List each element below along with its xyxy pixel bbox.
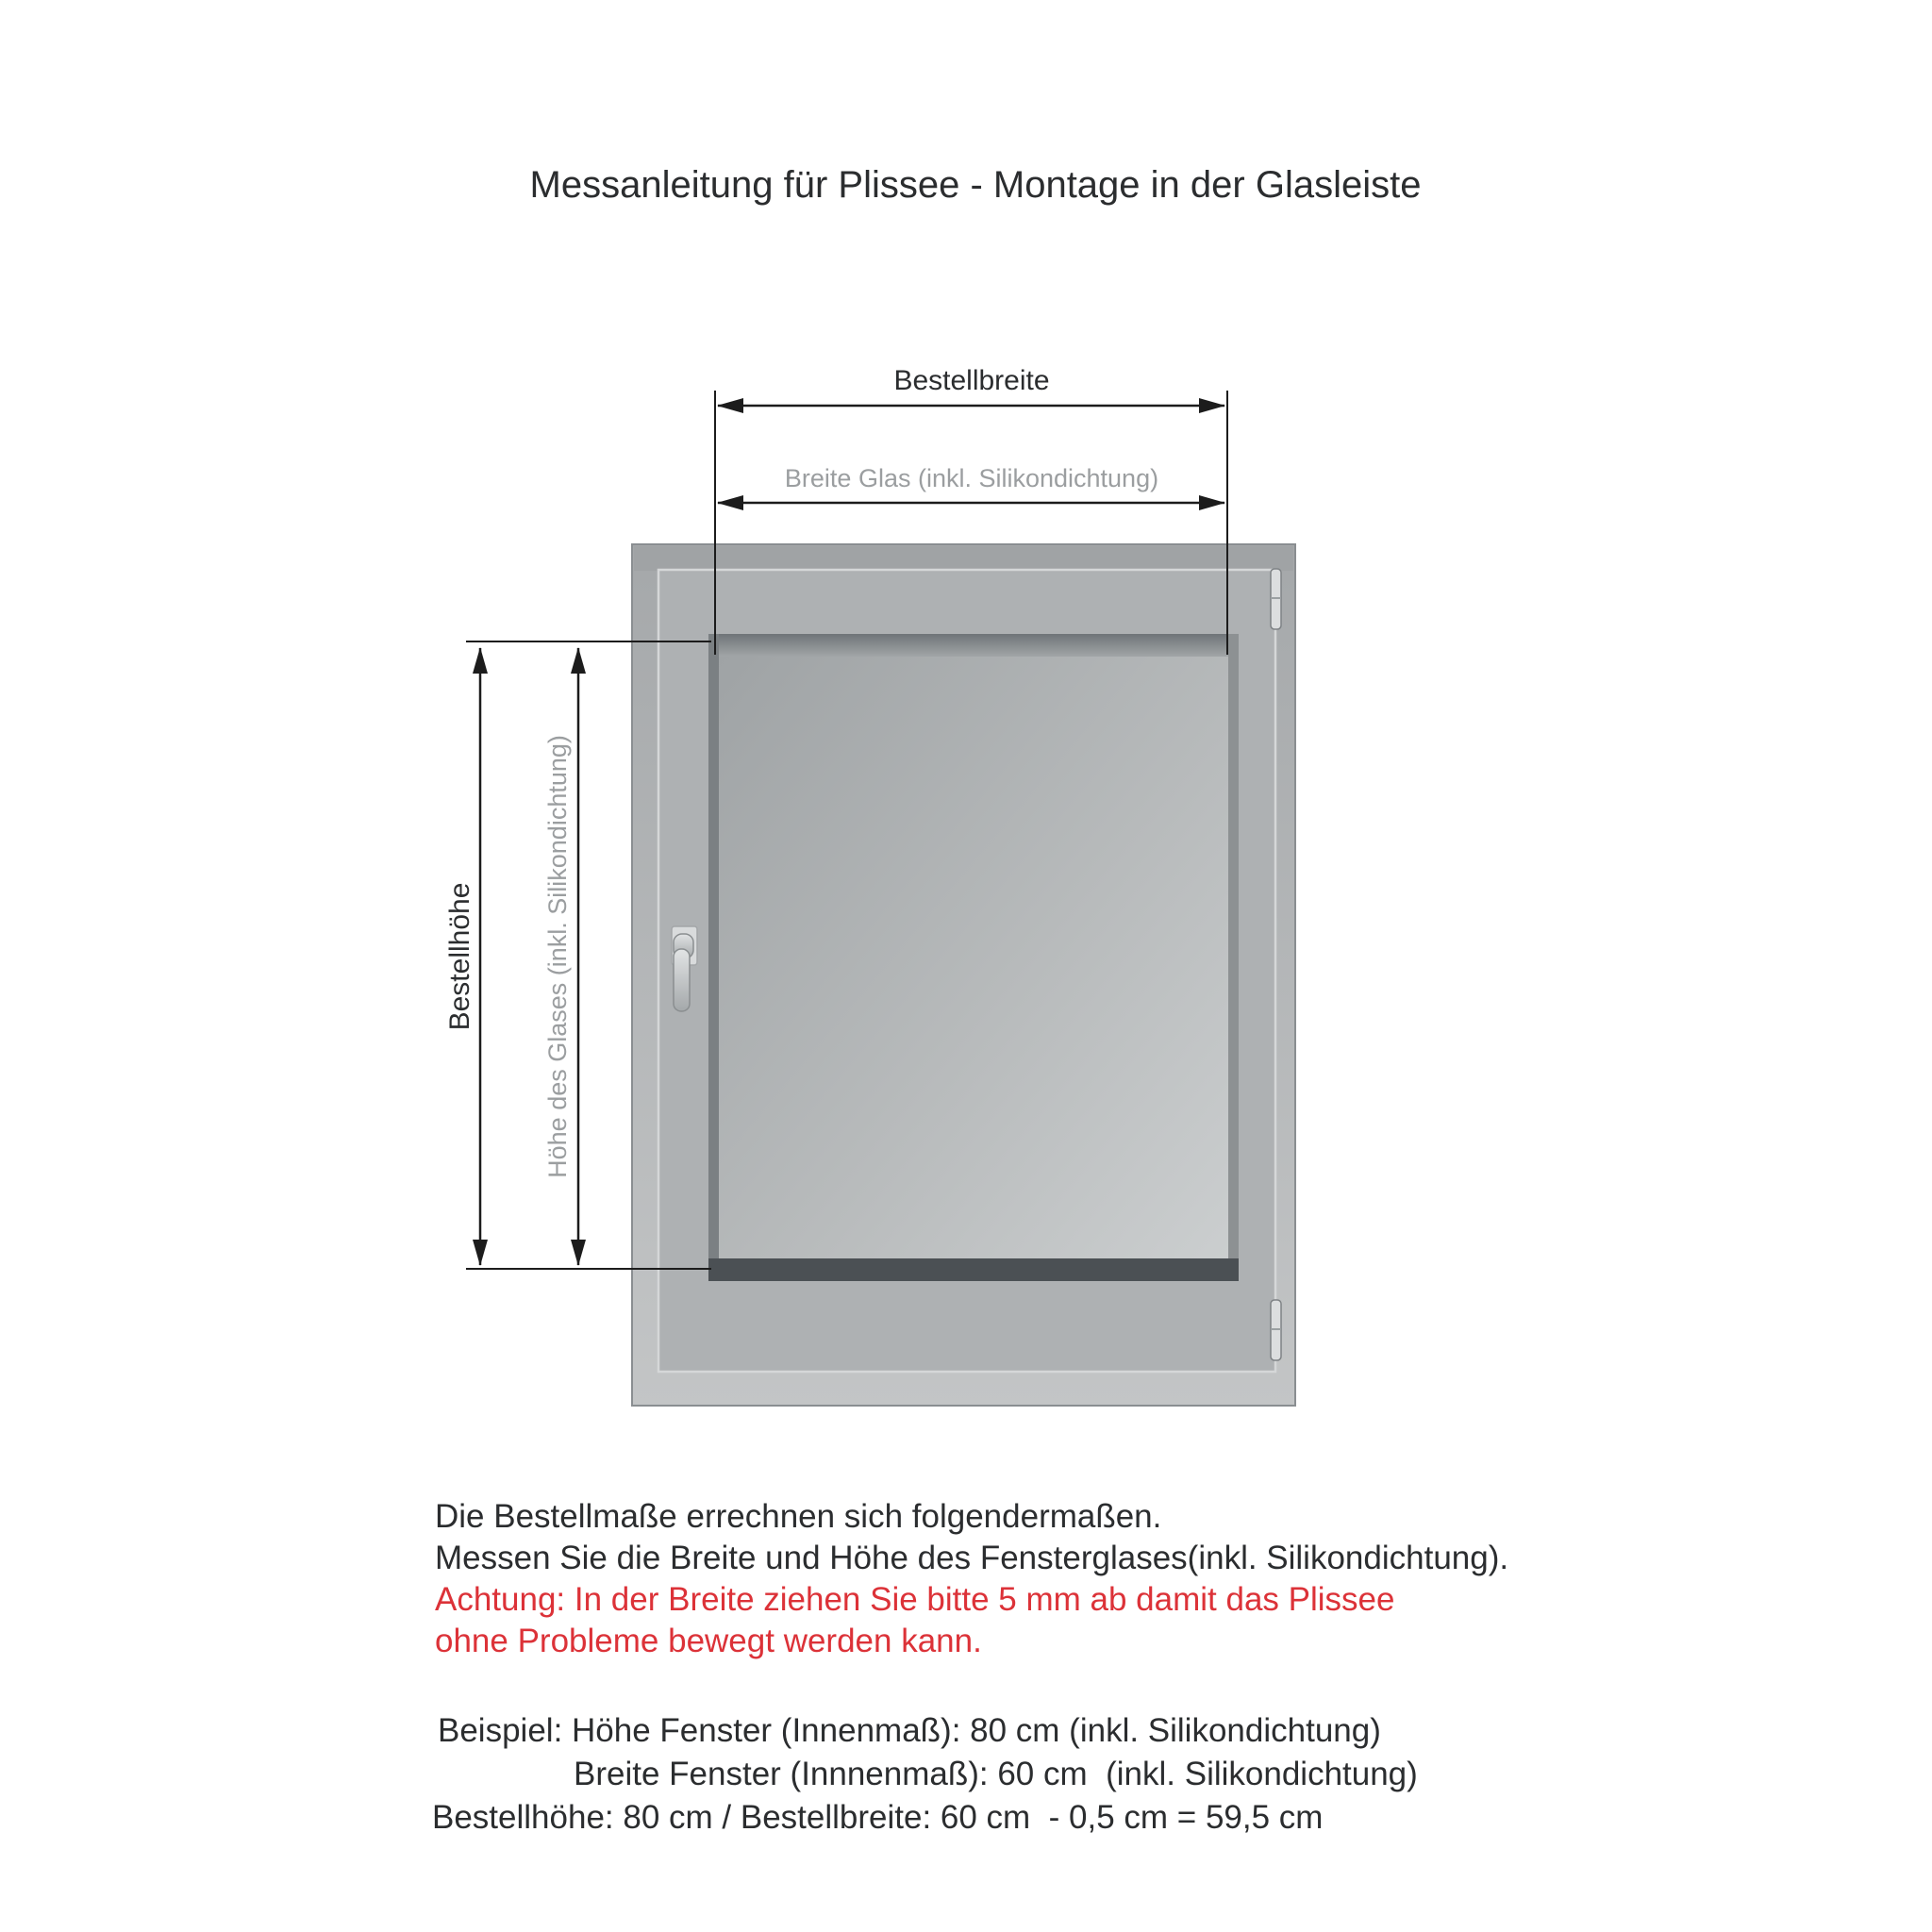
instruction-intro-line-2: Messen Sie die Breite und Höhe des Fensterglases(inkl. Silikondichtung). [435, 1540, 1509, 1576]
page-title: Messanleitung für Plissee - Montage in der Glasleiste [529, 164, 1422, 206]
label-order-width: Bestellbreite [893, 365, 1050, 396]
glazing-bead-left [708, 634, 719, 1281]
label-order-height: Bestellhöhe [444, 882, 475, 1031]
window-illustration [632, 544, 1295, 1406]
instruction-intro-line-1: Die Bestellmaße errechnen sich folgendermaßen. [435, 1498, 1162, 1535]
label-glass-width: Breite Glas (inkl. Silikondichtung) [784, 464, 1159, 492]
hinge-bottom [1271, 1300, 1281, 1360]
instruction-warning-line-1: Achtung: In der Breite ziehen Sie bitte 5 mm ab damit das Plissee [435, 1581, 1395, 1618]
hinge-top [1271, 569, 1281, 629]
example-line-1: Beispiel: Höhe Fenster (Innenmaß): 80 cm (inkl. Silikondichtung) [438, 1712, 1381, 1749]
example-line-3: Bestellhöhe: 80 cm / Bestellbreite: 60 cm - 0,5 cm = 59,5 cm [432, 1799, 1324, 1836]
glazing-bead-bottom [708, 1258, 1239, 1281]
label-glass-height: Höhe des Glases (inkl. Silikondichtung) [543, 735, 572, 1178]
glass-pane [719, 657, 1228, 1258]
glazing-bead-top [708, 634, 1239, 657]
window-frame-top-band [634, 546, 1293, 571]
example-line-2: Breite Fenster (Innnenmaß): 60 cm (inkl. Silikondichtung) [574, 1756, 1418, 1792]
instruction-warning-line-2: ohne Probleme bewegt werden kann. [435, 1623, 982, 1659]
handle-lever [674, 949, 690, 1011]
glazing-bead-right [1228, 634, 1239, 1281]
